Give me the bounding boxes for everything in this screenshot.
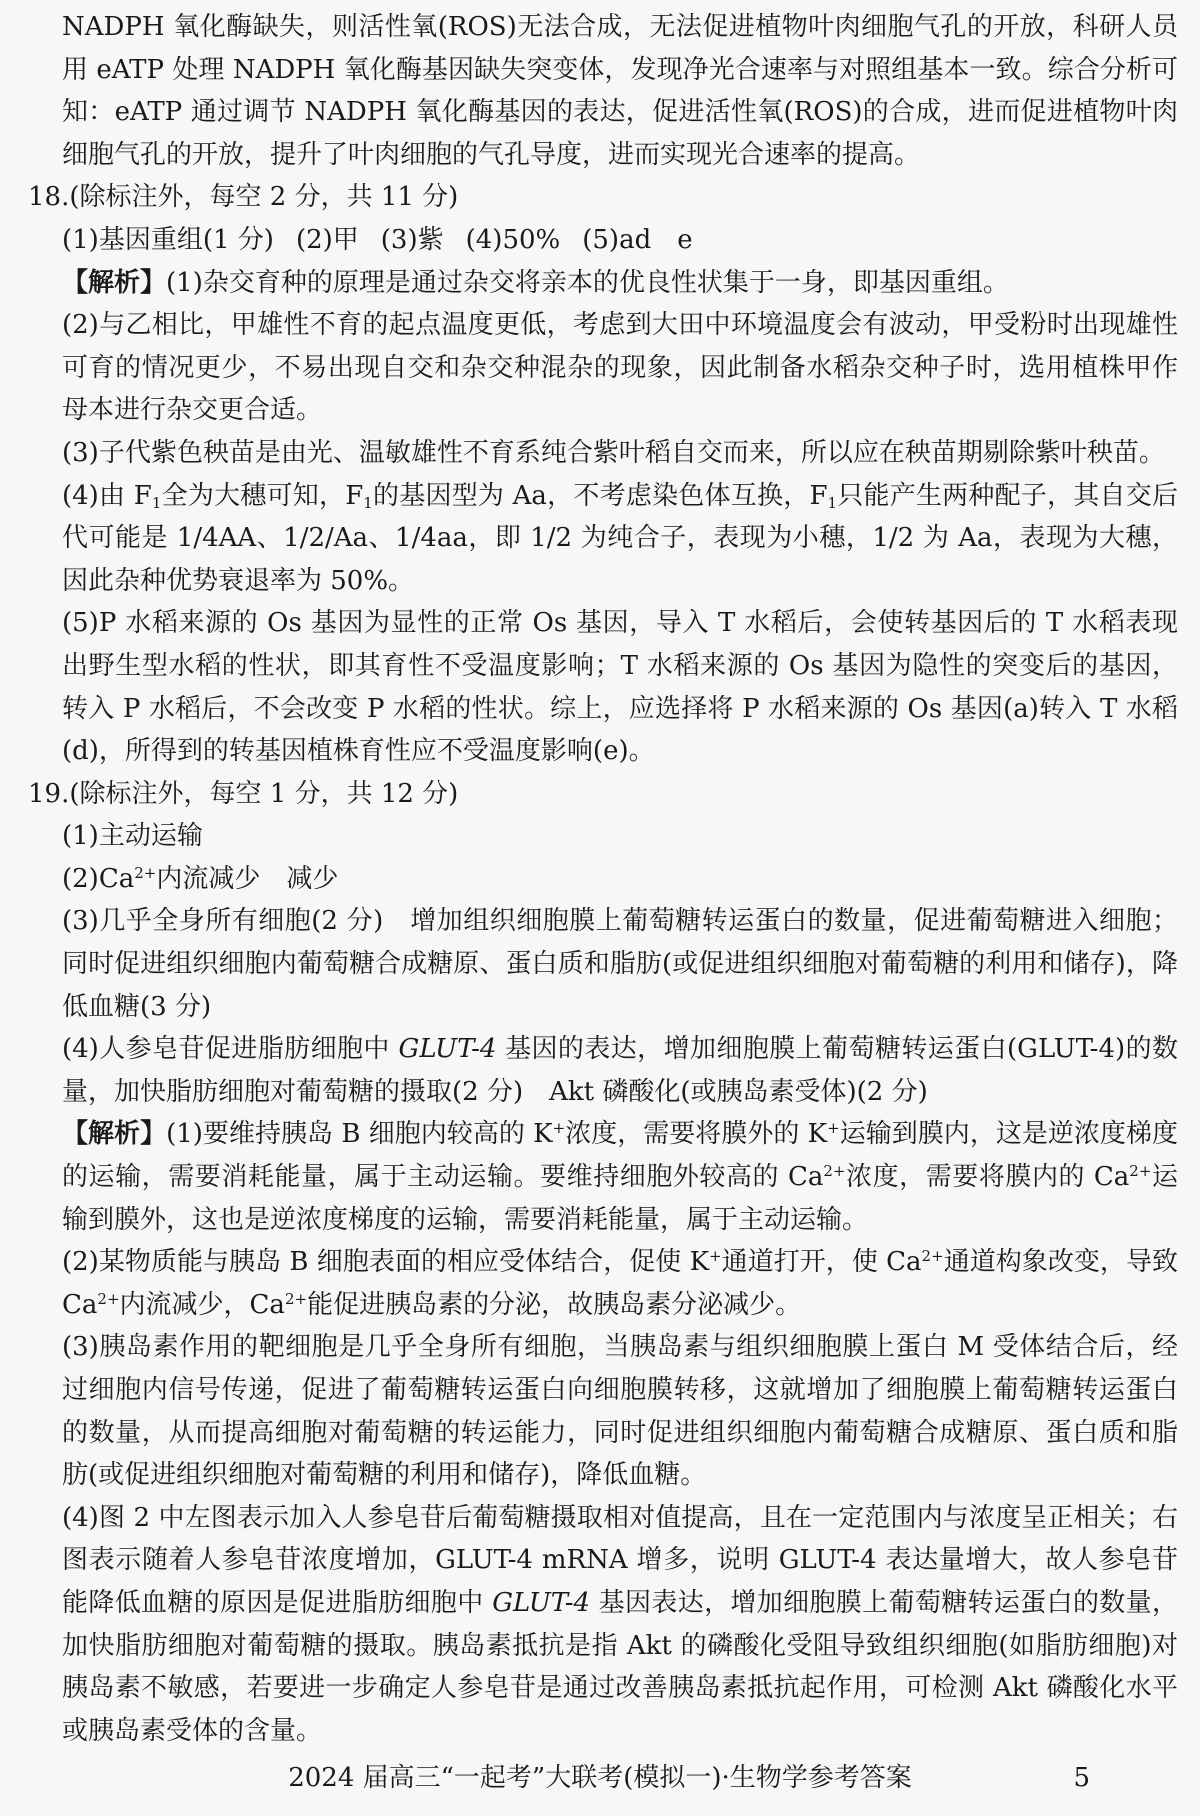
superscript: 2+ (284, 1289, 308, 1308)
q18-analysis-3: (3)子代紫色秧苗是由光、温敏雄性不育系纯合紫叶稻自交而来，所以应在秧苗期剔除紫叶秧苗。 (62, 437, 1165, 468)
gene-name: GLUT-4 (492, 1587, 591, 1618)
superscript: 2+ (97, 1289, 120, 1308)
q18-answer-3: (3)紫 (380, 224, 444, 255)
superscript: + (827, 1119, 840, 1138)
q18-answer-5: (5)ad e (582, 224, 693, 255)
q18-header: 18.(除标注外，每空 2 分，共 11 分) (28, 182, 459, 213)
text-segment: 内流减少，Ca (119, 1289, 285, 1320)
analysis-label: 【解析】 (62, 1119, 167, 1150)
text-segment: 运输到膜外，这也是逆浓度梯度的运输，需要消耗能量，属于主动运输。 (62, 1162, 1178, 1235)
text-segment: 基因的表达，增加细胞膜上葡萄糖转运蛋白(GLUT-4)的数量，加快脂肪细胞对葡萄糖的摄取(2 分) Akt 磷酸化(或胰岛素受体)(2 分) (62, 1034, 1178, 1107)
superscript: 2+ (134, 863, 157, 882)
continued-line-2: 人员用 eATP 处理 NADPH 氧化酶基因缺失突变体，发现净光合速率与对照组基本一致。 (62, 12, 1178, 85)
q19-analysis-1 (28, 1113, 1178, 1241)
text-segment: (1)要维持胰岛 B 细胞内较高的 K (166, 1119, 553, 1150)
superscript: + (709, 1247, 722, 1266)
q18-analysis-4 (28, 475, 1178, 603)
continued-paragraph (28, 6, 1178, 176)
page-content (28, 6, 1178, 1752)
text-segment: (2)某物质能与胰岛 B 细胞表面的相应受体结合，促使 K (62, 1247, 710, 1278)
continued-line-3: 综合分析可知：eATP 通过调节 NADPH 氧化酶基因的表达，促进活性氧(ROS)的合成，进 (62, 54, 1178, 128)
continued-line-1: NADPH 氧化酶缺失，则活性氧(ROS)无法合成，无法促进植物叶肉细胞气孔的开放，科研 (62, 12, 1126, 42)
text-segment: 运输到膜内，这是逆浓度梯度的运输，需要消耗能量，属于主动运输。要维持细胞外较高的 Ca (62, 1119, 1178, 1193)
q18-analysis-5: (5)P 水稻来源的 Os 基因为显性的正常 Os 基因，导入 T 水稻后，会使转基因后的 T 水稻表现出野生型水稻的性状，即其育性不受温度影响；T 水稻来源的 Os 基因为隐性的突变后的基因，转入 P 水稻后，不会改变 P 水稻的性状。综上，应选择将 P 水稻来源的 Os 基因(a)转入 T 水稻(d)，所得到的转基因植株育性应不受温度影响(e)。 (62, 608, 1178, 767)
q19-header: 19.(除标注外，每空 1 分，共 12 分) (28, 778, 459, 809)
q18-analysis-1-text: (1)杂交育种的原理是通过杂交将亲本的优良性状集于一身，即基因重组。 (166, 267, 1009, 298)
analysis-label: 【解析】 (62, 267, 167, 298)
page-number: 5 (1073, 1763, 1090, 1793)
text-segment: 浓度，需要将膜内的 Ca (845, 1162, 1130, 1193)
q19-answer-1: (1)主动运输 (62, 821, 203, 852)
q19-answer-4 (28, 1028, 1178, 1113)
text-segment: 只能产生两种配子，其自交后代可能是 1/4AA、1/2/Aa、1/4aa，即 1/2 为纯合子，表现为小穗，1/2 为 Aa，表现为大穗，因此杂种优势衰退率为 50%。 (62, 480, 1178, 596)
superscript: 2+ (823, 1162, 846, 1181)
superscript: + (552, 1119, 566, 1138)
text-segment: 浓度，需要将膜外的 K (565, 1119, 828, 1150)
text-segment: 基因表达，增加细胞膜上葡萄糖转运蛋白的数量，加快脂肪细胞对葡萄糖的摄取。胰岛素抵抗是指 Akt 的磷酸化受阻导致组织细胞(如脂肪细胞)对胰岛素不敏感，若要进一步确定人参皂苷是通过改善胰岛素抵抗起作用，可检测 Akt 磷酸化水平或胰岛素受体的含量。 (62, 1587, 1178, 1746)
subscript: 1 (363, 493, 373, 512)
q18-analysis-1 (28, 262, 1178, 305)
q19-analysis-4 (28, 1497, 1178, 1753)
text-segment: (4)人参皂苷促进脂肪细胞中 (62, 1034, 390, 1065)
q18-analysis-2: (2)与乙相比，甲雄性不育的起点温度更低，考虑到大田中环境温度会有波动，甲受粉时出现雄性可育的情况更少，不易出现自交和杂交种混杂的现象，因此制备水稻杂交种子时，选用植株甲作母本进行杂交更合适。 (62, 310, 1178, 426)
text-segment: 通道构象改变，导致 Ca (62, 1247, 1178, 1320)
text-segment: 的基因型为 Aa，不考虑染色体互换，F (372, 480, 828, 511)
q19-answer-2 (28, 858, 1178, 901)
text-segment: (4)由 F (62, 480, 152, 511)
text-segment: 通道打开，使 Ca (721, 1247, 922, 1278)
q18-answer-2: (2)甲 (295, 224, 359, 255)
subscript: 1 (151, 493, 162, 512)
q19-analysis-2 (28, 1241, 1178, 1326)
q18-answer-1: (1)基因重组(1 分) (62, 224, 274, 255)
q18-answer-4: (4)50% (465, 224, 561, 255)
text-segment: (2)Ca (62, 863, 135, 894)
superscript: 2+ (1129, 1162, 1152, 1181)
continued-line-4: 而促进植物叶肉细胞气孔的开放，提升了叶肉细胞的气孔导度，进而实现光合速率的提高。 (62, 97, 1178, 170)
text-segment: (4)图 2 中左图表示加入人参皂苷后葡萄糖摄取相对值提高，且在一定范围内与浓度呈正相关；右图表示随着人参皂苷浓度增加，GLUT-4 mRNA 增多，说明 GLUT-4 表达量增大，故人参皂苷能降低血糖的原因是促进脂肪细胞中 (62, 1502, 1178, 1618)
q19-analysis-3: (3)胰岛素作用的靶细胞是几乎全身所有细胞，当胰岛素与组织细胞膜上蛋白 M 受体结合后，经过细胞内信号传递，促进了葡萄糖转运蛋白向细胞膜转移，这就增加了细胞膜上葡萄糖转运蛋白的数量，从而提高细胞对葡萄糖的转运能力，同时促进组织细胞内葡萄糖合成糖原、蛋白质和脂肪(或促进组织细胞对葡萄糖的利用和储存)，降低血糖。 (62, 1332, 1178, 1491)
q19-answer-3: (3)几乎全身所有细胞(2 分) 增加组织细胞膜上葡萄糖转运蛋白的数量，促进葡萄糖进入细胞；同时促进组织细胞内葡萄糖合成糖原、蛋白质和脂肪(或促进组织细胞对葡萄糖的利用和储存)，降低血糖(3 分) (62, 906, 1178, 1022)
text-segment: 全为大穗可知，F (161, 480, 364, 511)
footer-title: 2024 届高三“一起考”大联考(模拟一)·生物学参考答案 (288, 1763, 912, 1793)
gene-name: GLUT-4 (398, 1034, 497, 1065)
subscript: 1 (827, 493, 838, 512)
superscript: 2+ (921, 1247, 944, 1266)
text-segment: 内流减少 减少 (156, 863, 339, 894)
q18-answers (28, 219, 1178, 262)
text-segment: 能促进胰岛素的分泌，故胰岛素分泌减少。 (307, 1289, 802, 1320)
